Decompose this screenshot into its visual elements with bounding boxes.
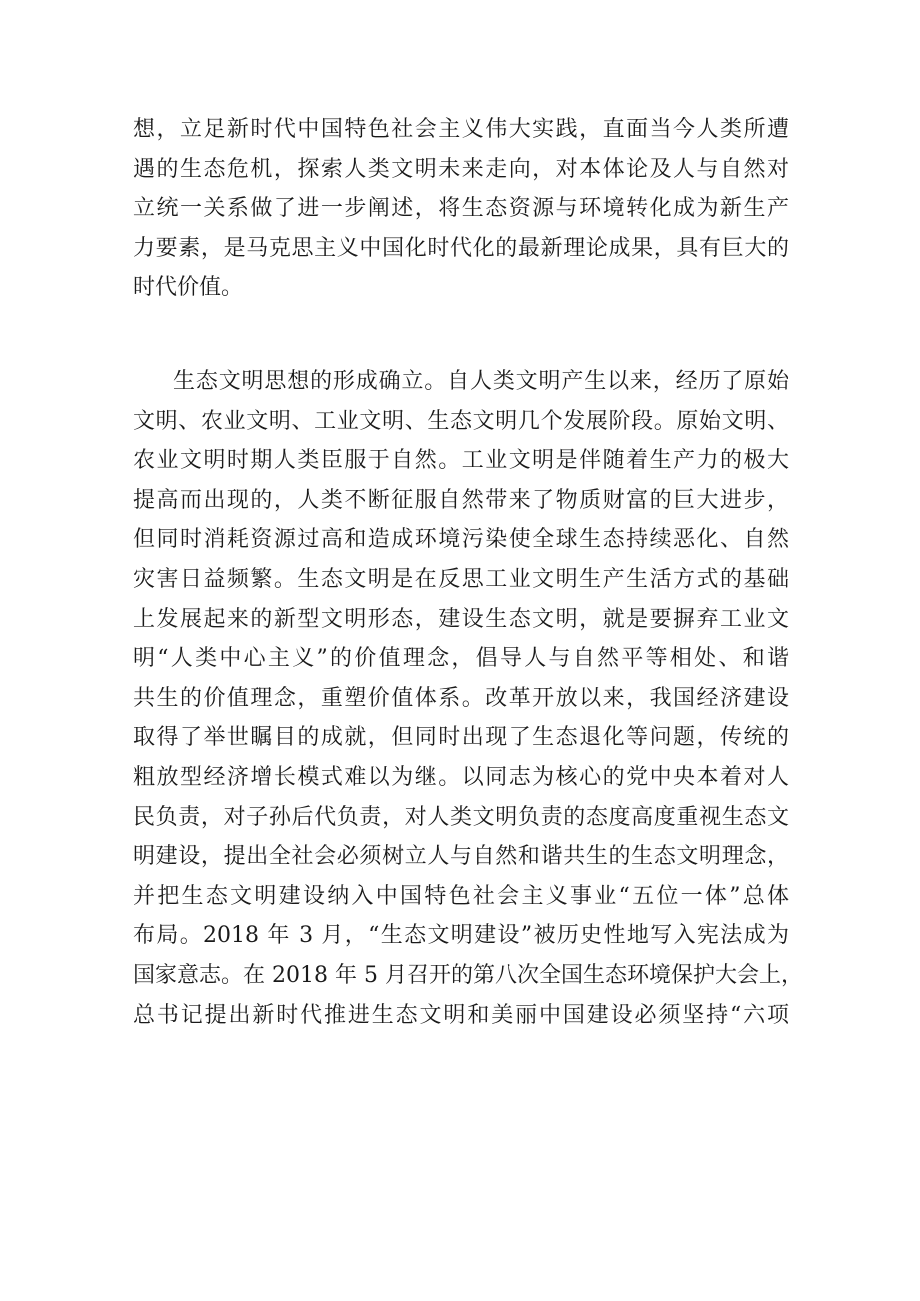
- text-line: 生态文明思想的形成确立。自人类文明产生以来，经历了原始: [173, 369, 789, 394]
- text-line: 立统一关系做了进一步阐述，将生态资源与环境转化成为新生产: [133, 196, 789, 222]
- text-line: 明“人类中心主义”的价值理念，倡导人与自然平等相处、和谐: [133, 646, 789, 672]
- text-line: 灾害日益频繁。生态文明是在反思工业文明生产生活方式的基础: [133, 566, 789, 592]
- text-line: 力要素，是马克思主义中国化时代化的最新理论成果，具有巨大的: [133, 235, 789, 261]
- text-line: 共生的价值理念，重塑价值体系。改革开放以来，我国经济建设: [133, 685, 789, 711]
- text-line: 粗放型经济增长模式难以为继。以同志为核心的党中央本着对人: [133, 764, 789, 790]
- text-line: 农业文明时期人类臣服于自然。工业文明是伴随着生产力的极大: [133, 448, 789, 474]
- text-line: 并把生态文明建设纳入中国特色社会主义事业“五位一体”总体: [133, 883, 789, 909]
- text-line: 国家意志。在 2018 年 5 月召开的第八次全国生态环境保护大会上，: [133, 962, 803, 988]
- text-line: 文明、农业文明、工业文明、生态文明几个发展阶段。原始文明、: [133, 408, 789, 434]
- text-line: 总书记提出新时代推进生态文明和美丽中国建设必须坚持“六项: [133, 1002, 789, 1028]
- text-line: 民负责，对子孙后代负责，对人类文明负责的态度高度重视生态文: [133, 804, 789, 830]
- text-line: 提高而出现的，人类不断征服自然带来了物质财富的巨大进步，: [133, 487, 789, 513]
- text-line: 时代价值。: [133, 275, 244, 301]
- text-line: 布局。2018 年 3 月，“生态文明建设”被历史性地写入宪法成为: [133, 923, 789, 949]
- paragraph-1: [133, 110, 789, 308]
- text-line: 想，立足新时代中国特色社会主义伟大实践，直面当今人类所遭: [133, 117, 789, 142]
- text-line: 但同时消耗资源过高和造成环境污染使全球生态持续恶化、自然: [133, 527, 789, 553]
- paragraph-2: [133, 362, 803, 1035]
- text-line: 取得了举世瞩目的成就，但同时出现了生态退化等问题，传统的: [133, 725, 789, 751]
- text-line: 上发展起来的新型文明形态，建设生态文明，就是要摒弃工业文: [133, 606, 789, 632]
- text-line: 遇的生态危机，探索人类文明未来走向，对本体论及人与自然对: [133, 156, 789, 182]
- text-line: 明建设，提出全社会必须树立人与自然和谐共生的生态文明理念，: [133, 844, 789, 870]
